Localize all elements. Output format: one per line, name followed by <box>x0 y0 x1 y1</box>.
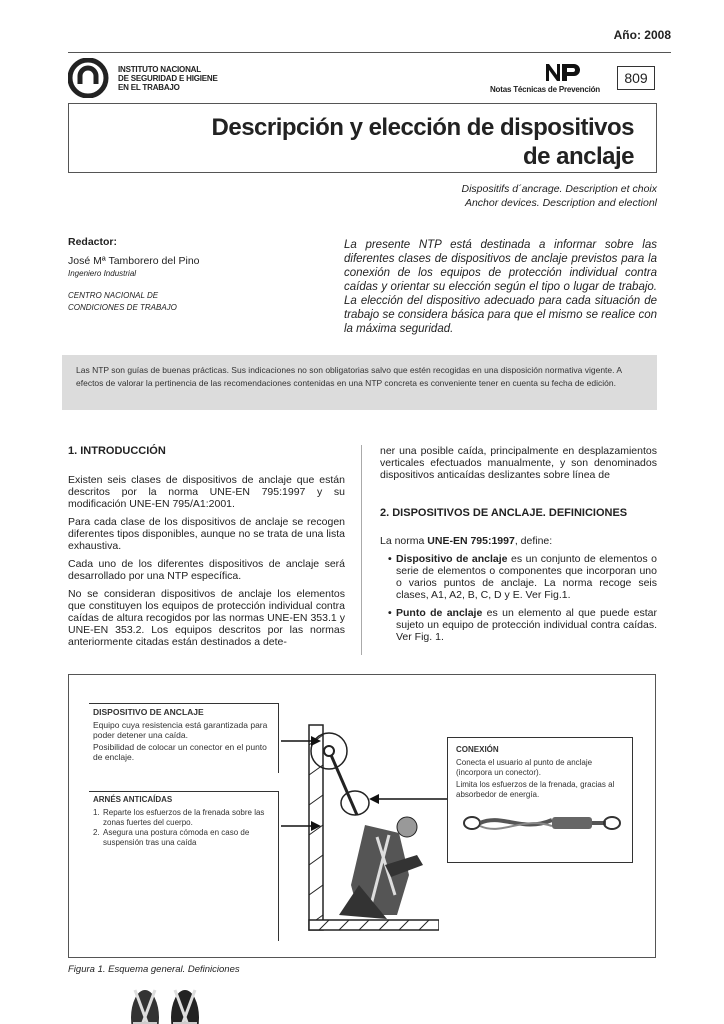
definition-term: Punto de anclaje <box>396 607 483 619</box>
paragraph: Existen seis clases de dispositivos de anclaje que están descritos por la norma UNE-EN 795:1997 y su modificación UNE-EN 795/A1:2001. <box>68 474 345 510</box>
page-title: Descripción y elección de dispositivos de anclaje <box>211 114 634 170</box>
np-logo-icon <box>544 62 582 82</box>
definition-term: Dispositivo de anclaje <box>396 553 508 565</box>
harness-illustration-icon <box>125 978 205 1024</box>
lanyard-illustration-icon <box>462 808 622 838</box>
header-rule <box>68 52 671 53</box>
author-label: Redactor: <box>68 236 118 248</box>
insht-logo-icon <box>68 58 112 98</box>
ntp-number: 809 <box>617 66 655 90</box>
author-block <box>68 236 268 314</box>
notice-box: Las NTP son guías de buenas prácticas. Sus indicaciones no son obligatorias salvo que estén recogidas en una disposición normativa vigente. A efectos de valorar la pertinencia de las recomendaciones contenidas en una NTP concreta es conveniente tener en cuenta su fecha de edición. <box>62 355 657 410</box>
subtitle-fr: Dispositifs d´ancrage. Description et choix <box>461 183 657 195</box>
list-item: 2. Asegura una postura cómoda en caso de suspensión tras una caída <box>93 828 250 847</box>
paragraph: Para cada clase de los dispositivos de anclaje se recogen diferentes tipos disponibles, aunque no se trata de una lista exhaustiva. <box>68 516 345 552</box>
arrow-anchor-icon <box>281 735 321 747</box>
callout-connection: CONEXIÓN Conecta el usuario al punto de anclaje (incorpora un conector). Limita los esfuerzos de la frenada, gracias al absorbedor de energía. <box>447 737 633 863</box>
callout-harness <box>89 791 279 941</box>
paragraph: No se consideran dispositivos de anclaje los elementos que constituyen los equipos de protección individual contra caídas de altura recogidos por las normas UNE-EN 353.1 y UNE-EN 353.2. Los equipos descritos por las normas anteriormente citadas están destinados a dete- <box>68 588 345 648</box>
callout-anchor-device: DISPOSITIVO DE ANCLAJE Equipo cuya resistencia está garantizada para poder detener una caída. Posibilidad de colocar un conector en el punto de enclaje. <box>89 703 279 773</box>
author-center: CENTRO NACIONAL DE CONDICIONES DE TRABAJO <box>68 291 177 312</box>
list-item: 1. Reparte los esfuerzos de la frenada sobre las zonas fuertes del cuerpo. <box>93 808 265 827</box>
section-heading-intro: 1. INTRODUCCIÓN <box>68 445 166 457</box>
definition-item: • Dispositivo de anclaje es un conjunto de elementos o serie de elementos o componentes que incorporan uno o varios puntos de anclaje. La norma recoge seis clases, A1, A2, B, C, D y E. Ver Fig.1. <box>388 553 657 601</box>
abstract: La presente NTP está destinada a informar sobre las diferentes clases de dispositivos de anclaje previstos para la conexión de los equipos de protección individual contra caídas y orientar su elección según el tipo o lugar de trabajo. La elección del dispositivo adecuado para cada situación de trabajo se considera básica para que el mismo se realice con la máxima seguridad. <box>344 239 657 335</box>
ntp-brand <box>490 62 600 94</box>
column-left <box>68 445 345 654</box>
section-heading-definitions: 2. DISPOSITIVOS DE ANCLAJE. DEFINICIONES <box>380 507 628 519</box>
definition-item: • Punto de anclaje es un elemento al que puede estar sujeto un equipo de protección individual contra caídas. Ver Fig. 1. <box>388 607 657 643</box>
definitions-intro: La norma UNE-EN 795:1997, define: <box>380 535 553 547</box>
arrow-harness-icon <box>281 820 321 832</box>
year-label: Año: 2008 <box>613 28 671 42</box>
subtitle-translations <box>461 182 657 210</box>
np-caption: Notas Técnicas de Prevención <box>489 85 600 94</box>
figure-1 <box>68 674 656 958</box>
column-divider <box>361 445 362 655</box>
column-right <box>380 445 657 649</box>
arrow-connection-icon <box>369 793 447 805</box>
author-role: Ingeniero Industrial <box>68 269 137 278</box>
paragraph-continuation: ner una posible caída, principalmente en desplazamientos verticales efectuados manualmente, y son denominados dispositivos anticaídas deslizantes sobre línea de <box>380 445 657 481</box>
subtitle-en: Anchor devices. Description and electionl <box>464 197 657 209</box>
institute-name: INSTITUTO NACIONAL DE SEGURIDAD E HIGIENE EN EL TRABAJO <box>118 64 218 92</box>
callout-title: CONEXIÓN <box>456 745 499 754</box>
figure-caption: Figura 1. Esquema general. Definiciones <box>68 964 240 975</box>
paragraph: Cada uno de los diferentes dispositivos de anclaje será desarrollado por una NTP específica. <box>68 558 345 582</box>
callout-title: DISPOSITIVO DE ANCLAJE <box>93 707 204 717</box>
institute-logo-block <box>68 58 218 98</box>
author-name: José Mª Tamborero del Pino <box>68 255 200 267</box>
callout-title: ARNÉS ANTICAÍDAS <box>93 795 173 804</box>
